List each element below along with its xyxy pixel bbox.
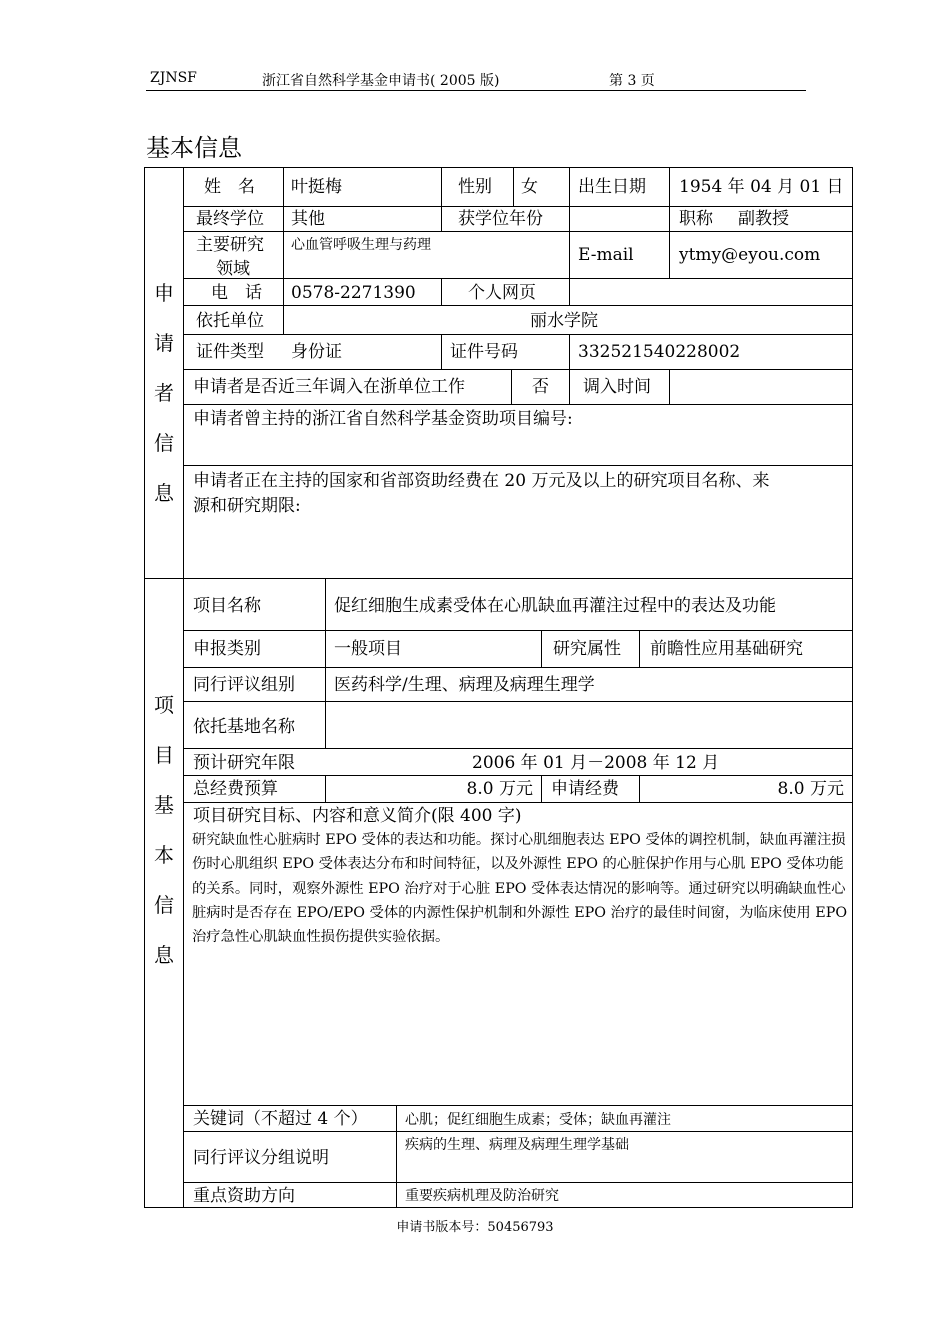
funding-focus-label: 重点资助方向 [193,1186,295,1206]
current-projects-label-line2: 源和研究期限: [193,496,301,516]
transfer-time-label: 调入时间 [583,377,651,397]
unit-label: 依托单位 [196,311,264,331]
keywords-label: 关键词（不超过 4 个） [193,1109,368,1129]
birth-label: 出生日期 [578,177,646,197]
birth-value: 1954 年 04 月 01 日 [679,177,844,197]
email-label: E-mail [578,245,634,265]
homepage-label: 个人网页 [468,283,536,303]
version-footer: 申请书版本号：50456793 [396,1220,554,1235]
transfer-label: 申请者是否近三年调入在浙单位工作 [193,377,465,397]
current-projects-label-line1: 申请者正在主持的国家和省部资助经费在 20 万元及以上的研究项目名称、来 [193,471,770,491]
phone-value: 0578-2271390 [291,283,416,303]
gender-label: 性别 [458,177,492,197]
title-value: 副教授 [738,209,789,229]
summary-text: 研究缺血性心脏病时 EPO 受体的表达和功能。探讨心肌细胞表达 EPO 受体的调控机制，缺血再灌注损伤时心肌组织 EPO 受体表达分布和时间特征，以及外源性 EPO 的心脏保护作用与心肌 EPO 受体功能的关系。同时，观察外源性 EPO 治疗对于心脏 EPO 受体表达情况的影响等。通过研究以明确缺血性心脏病时是否存在 EPO/EPO 受体的内源性保护机制和外源性 EPO 治疗的最佳时间窗，为临床使用 EPO 治疗急性心肌缺血性损伤提供实验依据。 [192,832,848,946]
idno-value: 332521540228002 [578,342,741,362]
previous-projects-label: 申请者曾主持的浙江省自然科学基金资助项目编号: [193,409,573,429]
review-note-value: 疾病的生理、病理及病理生理学基础 [405,1137,629,1153]
name-label: 姓 名 [204,177,255,197]
project-name-label: 项目名称 [193,596,261,616]
keywords-value: 心肌；促红细胞生成素；受体；缺血再灌注 [405,1112,671,1128]
base-name-label: 依托基地名称 [193,717,295,737]
header-page-number: 第 3 页 [609,73,655,89]
degree-year-label: 获学位年份 [458,209,543,229]
research-attr-label: 研究属性 [553,639,621,659]
research-attr-value: 前瞻性应用基础研究 [650,639,803,659]
transfer-value: 否 [532,377,549,397]
section-title: 基本信息 [146,134,242,162]
project-name-value: 促红细胞生成素受体在心肌缺血再灌注过程中的表达及功能 [334,596,776,616]
review-group-label: 同行评议组别 [193,675,295,695]
email-value: ytmy@eyou.com [679,245,821,265]
apply-funding-value: 8.0 万元 [777,779,844,799]
review-group-value: 医药科学/生理、病理及病理生理学 [334,675,595,695]
budget-value: 8.0 万元 [466,779,533,799]
title-label: 职称 [679,209,713,229]
phone-label: 电 话 [211,283,262,303]
degree-label: 最终学位 [196,209,264,229]
degree-value: 其他 [291,209,325,229]
field-label-line2: 领域 [216,259,250,279]
apply-funding-label: 申请经费 [551,779,619,799]
category-value: 一般项目 [334,639,402,659]
page-header [146,70,806,91]
field-value: 心血管呼吸生理与药理 [291,237,431,253]
project-side-label: 项目基本信息 [154,693,174,967]
funding-focus-value: 重要疾病机理及防治研究 [405,1188,559,1204]
idno-label: 证件号码 [450,342,518,362]
header-doc-title: 浙江省自然科学基金申请书( 2005 版) [262,73,500,89]
budget-label: 总经费预算 [193,779,278,799]
idtype-value: 身份证 [291,342,342,362]
summary-label: 项目研究目标、内容和意义简介(限 400 字) [193,806,522,826]
period-label: 预计研究年限 [193,753,295,773]
category-label: 申报类别 [193,639,261,659]
header-code: ZJNSF [150,70,197,86]
applicant-side-label: 申请者信息 [154,281,174,505]
field-label-line1: 主要研究 [196,235,264,255]
gender-value: 女 [521,177,538,197]
unit-value: 丽水学院 [530,311,598,331]
name-value: 叶挺梅 [291,177,342,197]
idtype-label: 证件类型 [196,342,264,362]
review-note-label: 同行评议分组说明 [193,1148,329,1168]
period-value: 2006 年 01 月－2008 年 12 月 [472,753,720,773]
